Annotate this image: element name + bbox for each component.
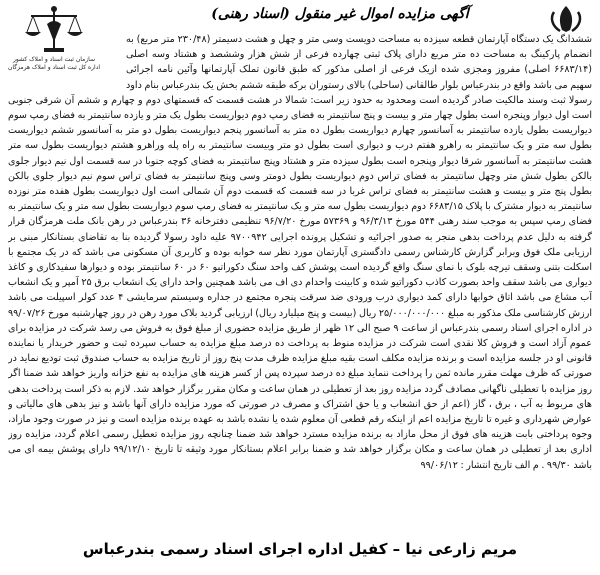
signature-line: مریم زارعی نیا – کفیل اداره اجرای اسناد رسمی بندرعباس <box>82 540 518 558</box>
notice-title: آگهی مزایده اموال غیر منقول (اسناد رهنی) <box>211 6 469 22</box>
agency-name-line-2: اداره کل ثبت اسناد و املاک هرمزگان <box>7 64 101 71</box>
agency-name-line-1: سازمان ثبت اسناد و املاک کشور <box>12 56 96 63</box>
notice-body-text: ششدانگ یک دستگاه آپارتمان قطعه سیزده به مساحت دویست وسی متر و چهل و هشت دسیمتر (۲۳۰/۴۸ متر مربع) به انضمام پارکینگ به مساحت ده متر مربع دارای پلاک ثبتی چهارده فرعی از شش هزار وششصد و هشتاد وسه اصلی (۶۶۸۳/۱۴ اصلی) مفروز ومجزی شده ازیک فرعی از اصلی مذکور که طبق قانون تملک آپارتمانها وآئین نامه اجرائی سهیم می باشد واقع در بندرعباس بلوار طالقانی (ساحلی) بالای رستوران برکه طبقه ششم بخش یک بندرعباس بنام داود رسولا ثبت وسند مالکیت صادر گردیده است ومحدود به حدود زیر است: شمالا در هشت قسمت که قسمتهای دوم و چهارم و ششم آن شرقی جنوبی است اول دیوار وپنجره است بطول چهار متر و بیست و پنج سانتیمتر به فضای رمپ دوم دیواریست بطول یک متر و یازده سانتیمتر به فضای رمپ سوم دیواریست بطول یازده سانتیمتر به آسانسور چهارم دیواریست بطول ده متر به آسانسور پنجم دیواریست بطول دو متر به آسانسور ششم دیواریست بطول سه متر و یک سانتیمتر به راهرو هفتم درب و دیواری است بطول دو متر وبیست سانتیمتر به راه پله وراهرو هشتم دیواریست بطول سه متر هشت سانتیمتر به آسانسور شرقا دیوار وپنجره است بطول سیزده متر و هشتاد وپنج سانتیمتر به فضای کوچه جنوبا در سه قسمت اول نیم دیوار جلوی بالکن بطول شش متر وچهل سانتیمتر به فضای تراس دوم دیواریست بطول دومتر وسی وپنج سانتیمتر به فضای تراس سوم نیم دیوار جلوی بالکن بطول پنج متر و بیست و هشت سانتیمتر به فضای تراس غربا در سه قسمت که قسمت دوم آن شمالی است اول دیواریست بطول هفده متر نوزده سانتیمتر به دیوار مشترک با پلاک ۶۶۸۳/۱۵ دوم دیواریست بطول سه متر و یک سانتیمتر به فضای رمپ سوم دیواریست بطول سه متر و یک سانتیمتر به فضای رمپ سپس به موجب سند رهنی ۵۴۴ مورخ ۹۶/۳/۱۳ و ۵۷۳۶۹ مورخ ۹۶/۷/۲۰ تنظیمی دفترخانه ۳۶ بندرعباس در رهن بانک ملت هرمزگان قرار گرفته به دلیل عدم پرداخت بدهی منجر به صدور اجرائیه و تشکیل پرونده اجرایی ۹۷۰۰۹۴۲ علیه داود رسولا گردیده بنا به تقاضای بستانکار مبنی بر ارزیابی ملک فوق وبرابر گزارش کارشناس رسمی دادگستری آپارتمان مورد نظر سه خوابه بوده و کاربری آن مسکونی می باشد که در یک مجتمع با اسکلت بتنی وسقف تیرچه بلوک با نمای سنگ واقع گردیده است پوشش کف واحد سنگ دکوراتیو ۶۰ در ۶۰ سانتیمتر بوده و دیوارها سفیدکاری و کاغذ دیواری می باشد سقف واحد بصورت کاذب دکوراتیو شده و کابینت واحدام دی اف می باشد همچنین واحد دارای یک انشعاب برق ۲۵ آمپر و یک انشعاب آب مشاع می باشد اتاق خوابها دارای کمد دیواری درب ورودی ضد سرقت پنجره مجتمع در جداره وسیستم سرمایشی ۴ عدد کولر اسپیلت می باشد ارزش کارشناسی ملک مذکور به مبلغ ۲۵/۰۰۰/۰۰۰/۰۰۰ ریال (بیست و پنج میلیارد ریال) ارزیابی گردید بلاک مورد رهن در روز چهارشنبه مورخ ۹۹/۰۷/۲۶ در اداره اجرای اسناد رسمی بندرعباس از ساعت ۹ صبح الی ۱۲ ظهر از طریق مزایده حضوری از مبلغ فوق به فروش می رسد شرکت در مزایده برای عموم آزاد است و فروش کلا نقدی است شرکت در مزایده منوط به پرداخت ده درصد مبلغ مزایده به حساب سپرده ثبت و حضور خریدار یا نماینده قانونی او در جلسه مزایده است و برنده مزایده مکلف است بقیه مبلغ مزایده ظرف مدت پنج روز از تاریخ مزایده به حساب صندوق ثبت تودیع نماید در صورتی که ظرف مهلت مقرر مانده ثمن را پرداخت ننماید مبلغ ده درصد سپرده پس از کسر هزینه های مزایده به نفع خزانه واریز خواهد شد ضمنا اگر روز مزایده با تعطیلی ناگهانی مصادف گردد مزایده روز بعد از تعطیلی در همان ساعت و مکان مقرر برگزار خواهد شد. لازم به ذکر است پرداخت بدهی های مربوط به آب ، برق ، گاز (اعم از حق انشعاب و یا حق اشتراک و مصرف در صورتی که مورد مزایده دارای آنها باشد و نیز بدهی های مالیاتی و عوارض شهرداری و غیره تا تاریخ مزایده اعم از اینکه رقم قطعی آن معلوم شده یا نشده باشد به عهده برنده مزایده است و نیز در صورت وجود مازاد، وجوه پرداختی بابت هزینه های فوق از محل مازاد به برنده مزایده مسترد خواهد شد ضمنا چنانچه روز مزایده تعطیل رسمی اعلام گردد، مزایده روز اداری بعد از تعطیلی در همان ساعت و مکان برگزار خواهد شد و ضمنا برابر اعلام بستانکار مورد وثیقه تا تاریخ ۹۹/۱۲/۱۰ دارای پوشش بیمه ای می باشد ۹۹/۳۰ . م الف تاریخ انتشار : ۹۹/۰۶/۱۲ <box>8 34 592 471</box>
notice-body <box>8 32 592 537</box>
iran-emblem-icon <box>546 4 586 34</box>
